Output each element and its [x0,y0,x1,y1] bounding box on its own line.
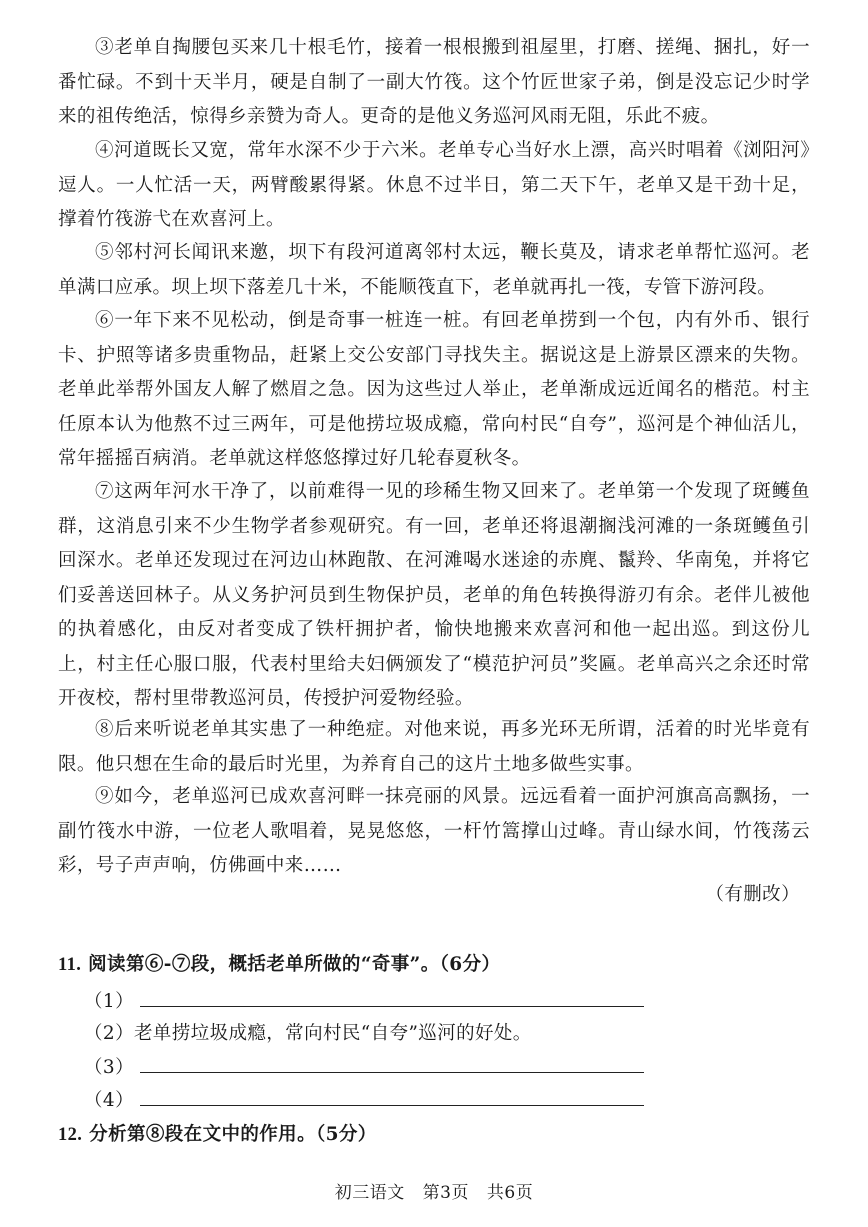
question-11-title [58,950,500,976]
answer-line-4[interactable] [84,1082,644,1112]
paragraph-7: ⑦这两年河水干净了，以前难得一见的珍稀生物又回来了。老单第一个发现了斑鳠鱼群，这消息引来不少生物学者参观研究。有一回，老单还将退潮搁浅河滩的一条斑鳠鱼引回深水。老单还发现过在河边山林跑散、在河滩喝水迷途的赤麂、鬣羚、华南兔，并将它们妥善送回林子。从义务护河员到生物保护员，老单的角色转换得游刃有余。老伴儿被他的执着感化，由反对者变成了铁杆拥护者，愉快地搬来欢喜河和他一起出巡。到这份儿上，村主任心服口服，代表村里给夫妇俩颁发了“模范护河员”奖匾。老单高兴之余还时常开夜校，帮村里带教巡河员，传授护河爱物经验。 [58,481,810,709]
question-11-number: 11. [58,955,82,975]
answer-line-2 [84,1015,644,1045]
answer-blank-3[interactable] [140,1072,644,1073]
answer-line-1[interactable] [84,983,644,1013]
answer-blank-1[interactable] [140,1006,644,1007]
paragraph-4: ④河道既长又宽，常年水深不少于六米。老单专心当好水上漂，高兴时唱着《浏阳河》逗人。一人忙活一天，两臂酸累得紧。休息不过半日，第二天下午，老单又是干劲十足，撑着竹筏游弋在欢喜河上。 [58,140,810,230]
footer-page: 第3页 [422,1183,469,1203]
answer-label-3: （3） [84,1057,134,1078]
answer-label-1: （1） [84,991,134,1012]
question-11-text: 阅读第⑥-⑦段，概括老单所做的“奇事”。（6分） [88,954,501,975]
page-footer [0,1178,868,1203]
answer-line-3[interactable] [84,1049,644,1079]
question-12-text: 分析第⑧段在文中的作用。（5分） [89,1124,377,1145]
paragraph-9: ⑨如今，老单巡河已成欢喜河畔一抹亮丽的风景。远远看着一面护河旗高高飘扬，一副竹筏水中游，一位老人歌唱着，晃晃悠悠，一杆竹篙撑山过峰。青山绿水间，竹筏荡云彩，号子声声响，仿佛画中来…… [58,786,810,876]
source-note: （有删改） [705,884,800,905]
paragraph-8: ⑧后来听说老单其实患了一种绝症。对他来说，再多光环无所谓，活着的时光毕竟有限。他只想在生命的最后时光里，为养育自己的这片土地多做些实事。 [58,719,810,775]
paragraph-5: ⑤邻村河长闻讯来邀，坝下有段河道离邻村太远，鞭长莫及，请求老单帮忙巡河。老单满口应承。坝上坝下落差几十米，不能顺筏直下，老单就再扎一筏，专管下游河段。 [58,242,810,298]
answer-label-4: （4） [84,1090,134,1111]
answer-blank-4[interactable] [140,1105,644,1106]
footer-total: 共6页 [486,1183,534,1203]
answer-text-2: 老单捞垃圾成瘾，常向村民“自夸”巡河的好处。 [133,1023,532,1044]
paragraph-6: ⑥一年下来不见松动，倒是奇事一桩连一桩。有回老单捞到一个包，内有外币、银行卡、护照等诸多贵重物品，赶紧上交公安部门寻找失主。据说这是上游景区漂来的失物。老单此举帮外国友人解了燃眉之急。因为这些过人举止，老单渐成远近闻名的楷范。村主任原本认为他熬不过三两年，可是他捞垃圾成瘾，常向村民“自夸”，巡河是个神仙活儿，常年摇摇百病消。老单就这样悠悠撑过好几轮春夏秋冬。 [58,310,810,469]
question-12-number: 12. [58,1125,83,1145]
footer-subject: 初三语文 [334,1183,405,1203]
answer-label-2: （2） [84,1023,134,1044]
paragraph-3: ③老单自掏腰包买来几十根毛竹，接着一根根搬到祖屋里，打磨、搓绳、捆扎，好一番忙碌。不到十天半月，硬是自制了一副大竹筏。这个竹匠世家子弟，倒是没忘记少时学来的祖传绝活，惊得乡亲赞为奇人。更奇的是他义务巡河风雨无阻，乐此不疲。 [58,37,810,127]
question-12-title [58,1120,377,1146]
